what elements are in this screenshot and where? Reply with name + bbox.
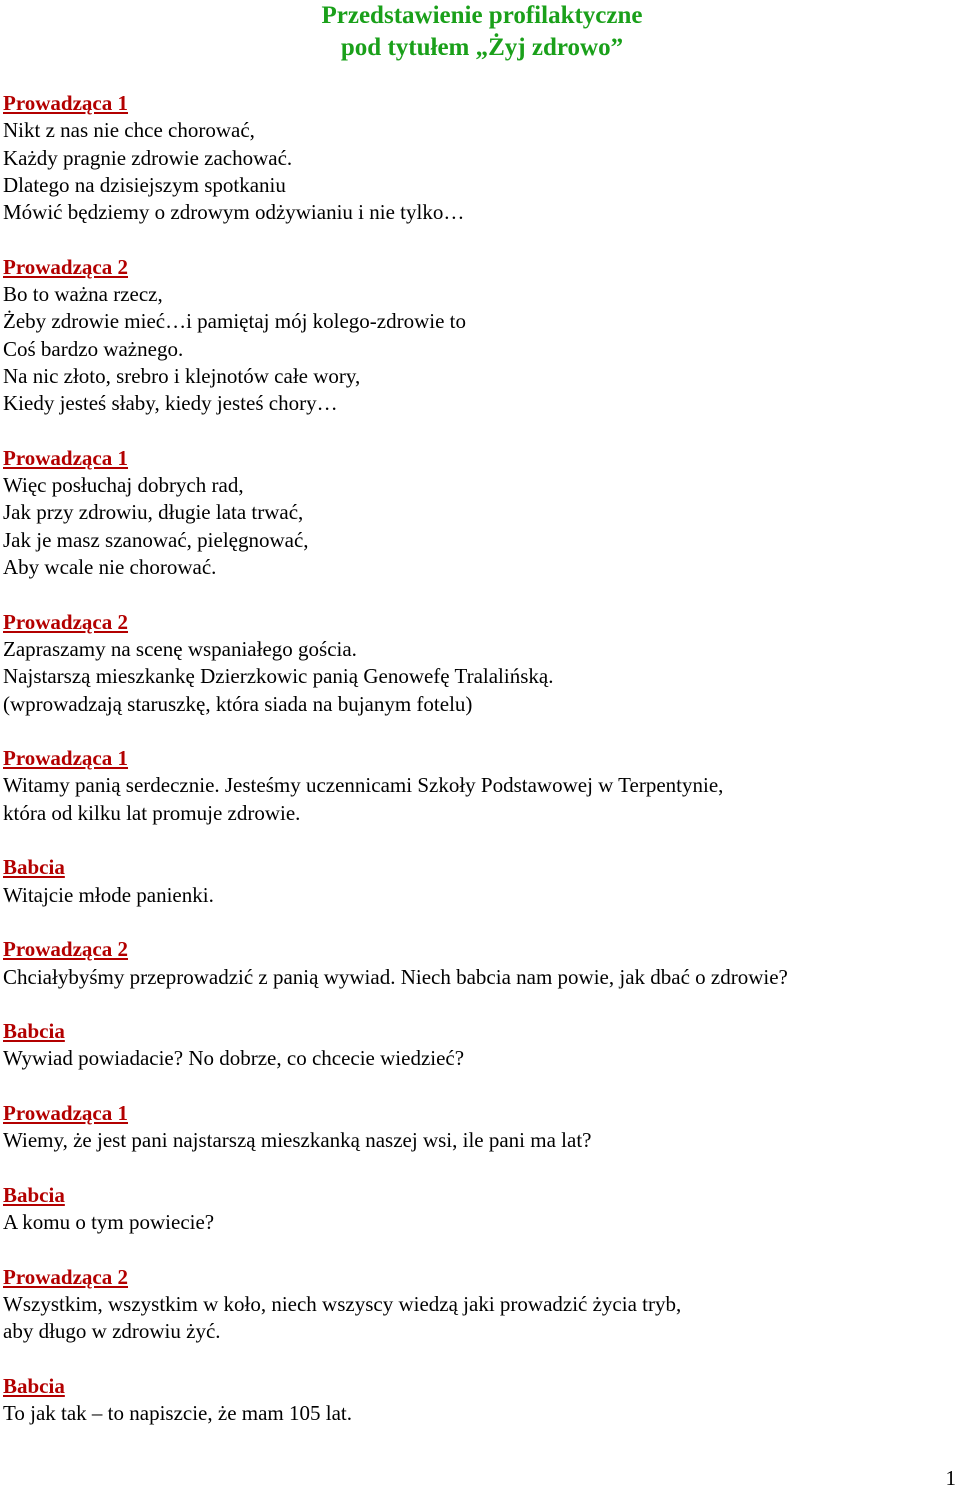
speaker-name: Prowadząca 1 xyxy=(3,1100,129,1125)
dialogue-block xyxy=(3,1264,953,1346)
dialogue-block xyxy=(3,254,953,418)
speaker-name: Babcia xyxy=(3,1182,65,1207)
dialogue-line: Wiemy, że jest pani najstarszą mieszkanką naszej wsi, ile pani ma lat? xyxy=(3,1128,592,1153)
dialogue-line: Mówić będziemy o zdrowym odżywianiu i nie tylko… xyxy=(3,200,465,225)
dialogue-line: Na nic złoto, srebro i klejnotów całe wory, xyxy=(3,363,361,388)
dialogue-line: Jak przy zdrowiu, długie lata trwać, xyxy=(3,500,304,525)
dialogue-line: Dlatego na dzisiejszym spotkaniu xyxy=(3,172,286,197)
speaker-name: Babcia xyxy=(3,1373,65,1398)
speaker-name: Prowadząca 2 xyxy=(3,937,129,962)
dialogue-block xyxy=(3,854,953,909)
speaker-name: Prowadząca 1 xyxy=(3,746,129,771)
dialogue-line: Aby wcale nie chorować. xyxy=(3,555,217,580)
dialogue-line: Coś bardzo ważnego. xyxy=(3,336,184,361)
dialogue-line: Zapraszamy na scenę wspaniałego gościa. xyxy=(3,636,357,661)
dialogue-block xyxy=(3,445,953,581)
dialogue-line: Nikt z nas nie chce chorować, xyxy=(3,118,255,143)
dialogue-line: A komu o tym powiecie? xyxy=(3,1210,215,1235)
dialogue-line: Kiedy jesteś słaby, kiedy jesteś chory… xyxy=(3,391,338,416)
speaker-name: Babcia xyxy=(3,1019,65,1044)
dialogue-block xyxy=(3,1182,953,1237)
dialogue-line: Witamy panią serdecznie. Jesteśmy uczennicami Szkoły Podstawowej w Terpentynie, xyxy=(3,773,724,798)
dialogue-line: Każdy pragnie zdrowie zachować. xyxy=(3,145,293,170)
dialogue-line: Jak je masz szanować, pielęgnować, xyxy=(3,527,309,552)
dialogue-block xyxy=(3,936,953,991)
dialogue-line: Żeby zdrowie mieć…i pamiętaj mój kolego-zdrowie to xyxy=(3,309,467,334)
dialogue-line: (wprowadzają staruszkę, która siada na bujanym fotelu) xyxy=(3,691,473,716)
speaker-name: Prowadząca 2 xyxy=(3,254,129,279)
dialogue-block xyxy=(3,1018,953,1073)
page-number: 1 xyxy=(945,1466,956,1490)
dialogue-line: Bo to ważna rzecz, xyxy=(3,282,163,307)
dialogue-line: Chciałybyśmy przeprowadzić z panią wywiad. Niech babcia nam powie, jak dbać o zdrowie? xyxy=(3,964,788,989)
title-line-2: pod tytułem „Żyj zdrowo” xyxy=(340,34,624,61)
speaker-name: Prowadząca 1 xyxy=(3,445,129,470)
speaker-name: Prowadząca 2 xyxy=(3,609,129,634)
dialogue-line: Więc posłuchaj dobrych rad, xyxy=(3,473,244,498)
dialogue-line: Wszystkim, wszystkim w koło, niech wszyscy wiedzą jaki prowadzić życia tryb, xyxy=(3,1292,682,1317)
dialogue-block xyxy=(3,90,953,226)
dialogue-line: Witajcie młode panienki. xyxy=(3,882,214,907)
dialogue-line: To jak tak – to napiszcie, że mam 105 lat. xyxy=(3,1401,353,1426)
speaker-name: Prowadząca 1 xyxy=(3,91,129,115)
speaker-name: Prowadząca 2 xyxy=(3,1264,129,1289)
dialogue-line: Wywiad powiadacie? No dobrze, co chcecie wiedzieć? xyxy=(3,1046,465,1071)
title-line-1: Przedstawienie profilaktyczne xyxy=(321,2,643,29)
dialogue-block xyxy=(3,1373,953,1428)
dialogue-line: która od kilku lat promuje zdrowie. xyxy=(3,800,301,825)
dialogue-block xyxy=(3,745,953,827)
speaker-name: Babcia xyxy=(3,855,65,880)
dialogue-line: aby długo w zdrowiu żyć. xyxy=(3,1319,221,1344)
dialogue-block xyxy=(3,609,953,718)
script-body xyxy=(3,90,953,1455)
dialogue-block xyxy=(3,1100,953,1155)
dialogue-line: Najstarszą mieszkankę Dzierzkowic panią Genowefę Tralalińską. xyxy=(3,664,554,689)
